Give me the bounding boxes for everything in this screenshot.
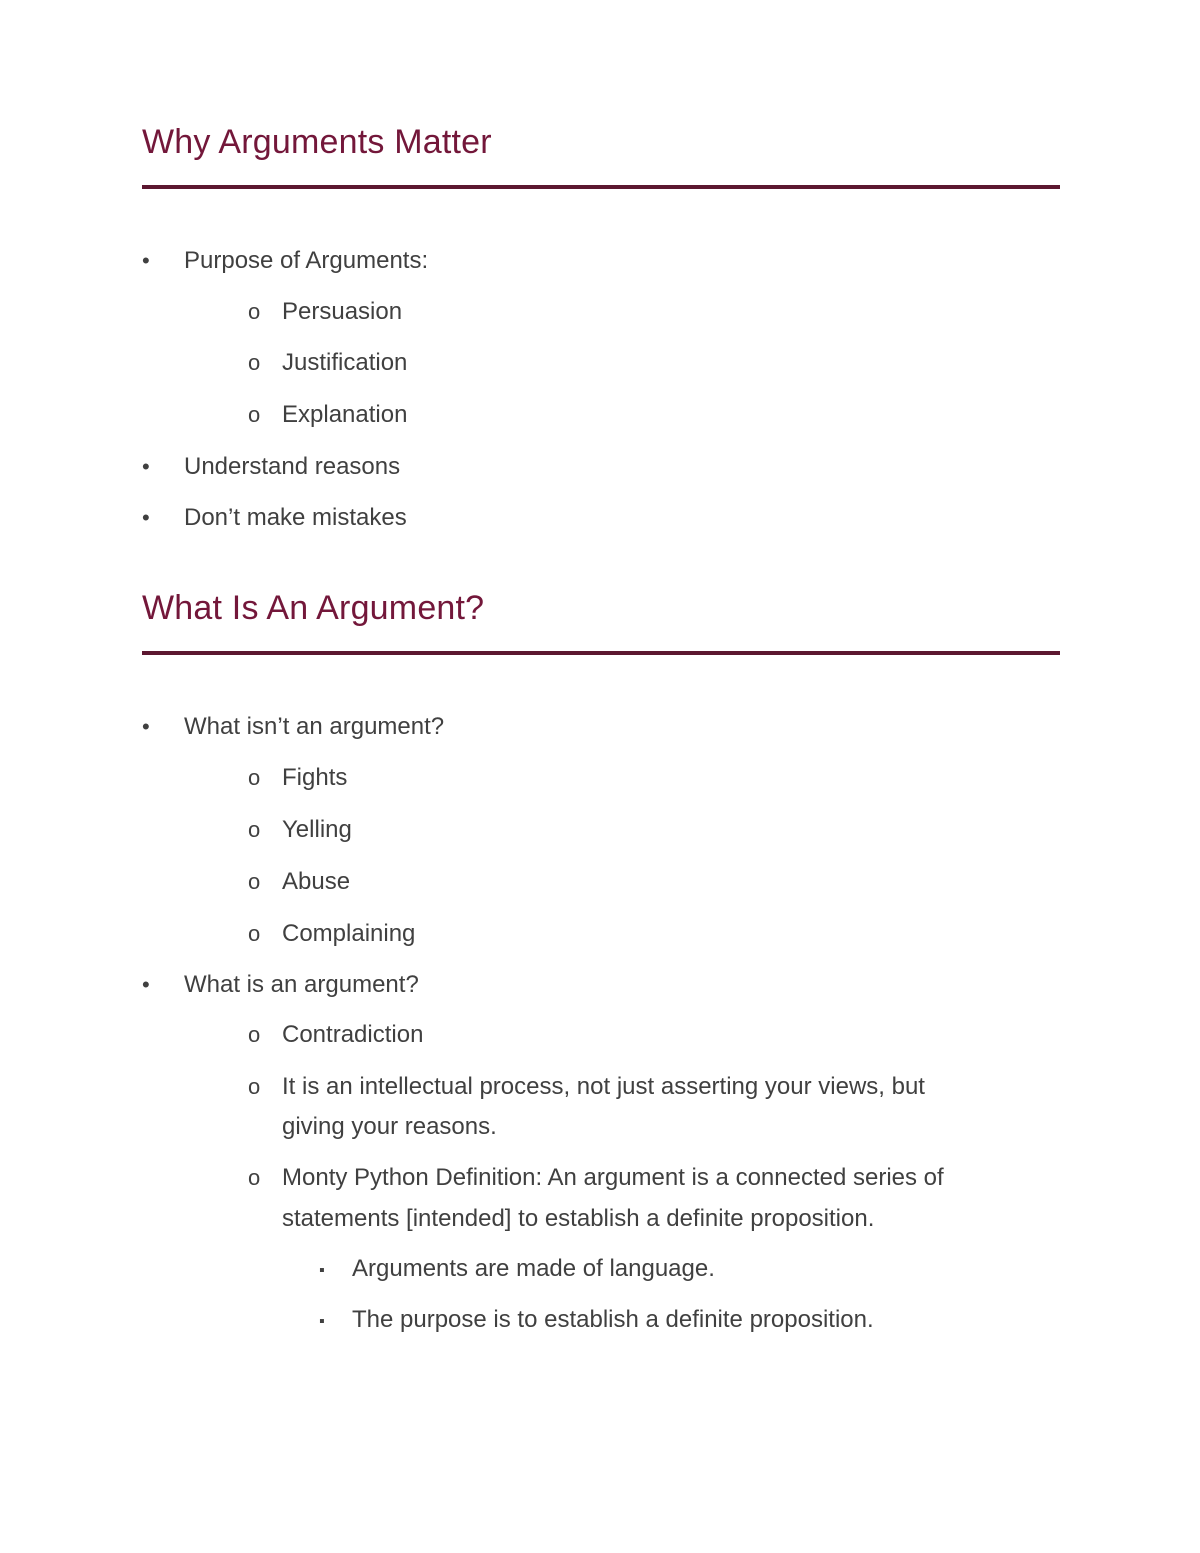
list-item bbox=[142, 1020, 423, 1050]
list-item bbox=[142, 503, 407, 533]
list-item-text: It is an intellectual process, not just asserting your views, but bbox=[282, 1073, 925, 1100]
heading-rule bbox=[142, 185, 1060, 189]
list-item-text: Persuasion bbox=[282, 298, 403, 325]
section-heading: Why Arguments Matter bbox=[142, 123, 492, 161]
circle-bullet-icon: o bbox=[248, 1022, 261, 1047]
list-item bbox=[142, 763, 347, 793]
list-item-text: Abuse bbox=[282, 868, 351, 895]
section-heading: What Is An Argument? bbox=[142, 589, 485, 627]
list-item-text: Don’t make mistakes bbox=[184, 504, 407, 531]
circle-bullet-icon: o bbox=[248, 869, 261, 894]
list-item bbox=[142, 1072, 925, 1102]
bullet-icon: • bbox=[142, 972, 150, 997]
list-item-continuation bbox=[142, 1112, 497, 1142]
list-item-text: Justification bbox=[282, 349, 408, 376]
circle-bullet-icon: o bbox=[248, 817, 261, 842]
list-item bbox=[142, 970, 419, 1000]
list-item bbox=[142, 1305, 874, 1335]
list-item-text: giving your reasons. bbox=[282, 1113, 497, 1140]
bullet-icon: • bbox=[142, 454, 150, 479]
circle-bullet-icon: o bbox=[248, 921, 261, 946]
list-item-text: Arguments are made of language. bbox=[352, 1255, 715, 1282]
list-item-text: The purpose is to establish a definite proposition. bbox=[352, 1306, 874, 1333]
list-item-text: Complaining bbox=[282, 920, 416, 947]
list-item bbox=[142, 452, 400, 482]
section-what-is-an-argument bbox=[142, 588, 1060, 1333]
list-item bbox=[142, 815, 352, 845]
list-item-text: Purpose of Arguments: bbox=[184, 247, 429, 274]
list-item-continuation bbox=[142, 1204, 874, 1234]
bullet-icon: • bbox=[142, 248, 150, 273]
heading-rule bbox=[142, 651, 1060, 655]
circle-bullet-icon: o bbox=[248, 1165, 261, 1190]
list-item-text: Monty Python Definition: An argument is a connected series of bbox=[282, 1164, 944, 1191]
list-item-text: What is an argument? bbox=[184, 971, 419, 998]
list-item bbox=[142, 867, 350, 897]
circle-bullet-icon: o bbox=[248, 1074, 261, 1099]
list-item-text: statements [intended] to establish a definite proposition. bbox=[282, 1205, 875, 1232]
list-item bbox=[142, 400, 407, 430]
bullet-icon: • bbox=[142, 505, 150, 530]
circle-bullet-icon: o bbox=[248, 350, 261, 375]
circle-bullet-icon: o bbox=[248, 765, 261, 790]
square-bullet-icon: ▪ bbox=[319, 1262, 325, 1279]
list-item-text: Fights bbox=[282, 764, 348, 791]
list-item bbox=[142, 246, 428, 276]
list-item-text: Yelling bbox=[282, 816, 352, 843]
list-item bbox=[142, 297, 402, 327]
list-item-text: What isn’t an argument? bbox=[184, 713, 445, 740]
list-item bbox=[142, 1254, 715, 1284]
square-bullet-icon: ▪ bbox=[319, 1313, 325, 1330]
list-item bbox=[142, 712, 444, 742]
list-item-text: Contradiction bbox=[282, 1021, 424, 1048]
circle-bullet-icon: o bbox=[248, 299, 261, 324]
list-item bbox=[142, 348, 407, 378]
list-item-text: Understand reasons bbox=[184, 453, 401, 480]
list-item bbox=[142, 919, 415, 949]
list-item-text: Explanation bbox=[282, 401, 408, 428]
section-why-arguments-matter bbox=[142, 122, 1060, 531]
list-item bbox=[142, 1163, 944, 1193]
bullet-icon: • bbox=[142, 714, 150, 739]
circle-bullet-icon: o bbox=[248, 402, 261, 427]
